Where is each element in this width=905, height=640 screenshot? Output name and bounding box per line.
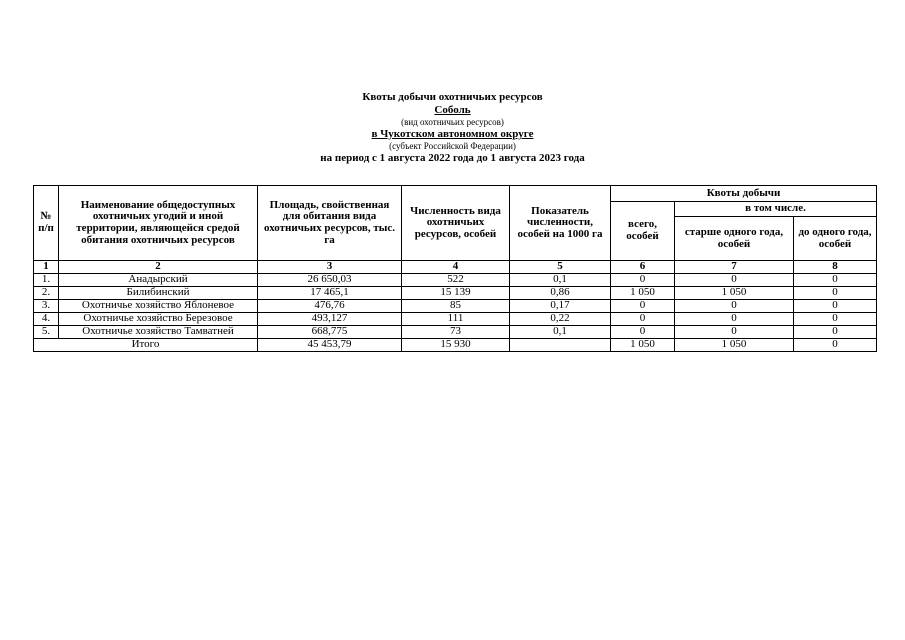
region-note: (субъект Российской Федерации) bbox=[389, 141, 516, 152]
totals-row bbox=[34, 338, 877, 351]
totals-older: 1 050 bbox=[675, 338, 794, 351]
totals-index bbox=[510, 338, 611, 351]
row-num: 5. bbox=[34, 325, 59, 338]
totals-total: 1 050 bbox=[611, 338, 675, 351]
totals-younger: 0 bbox=[794, 338, 877, 351]
col-number: 3 bbox=[258, 261, 402, 274]
totals-label: Итого bbox=[34, 338, 258, 351]
row-older: 0 bbox=[675, 325, 794, 338]
row-name: Охотничье хозяйство Яблоневое bbox=[59, 299, 258, 312]
col-number: 4 bbox=[402, 261, 510, 274]
row-population: 111 bbox=[402, 312, 510, 325]
row-older: 0 bbox=[675, 299, 794, 312]
species-name: Соболь bbox=[434, 104, 471, 117]
row-index: 0,1 bbox=[510, 325, 611, 338]
row-area: 493,127 bbox=[258, 312, 402, 325]
column-number-row bbox=[34, 261, 877, 274]
col-number: 5 bbox=[510, 261, 611, 274]
row-area: 668,775 bbox=[258, 325, 402, 338]
row-total: 0 bbox=[611, 299, 675, 312]
col-header-num: № п/п bbox=[34, 186, 59, 261]
row-younger: 0 bbox=[794, 299, 877, 312]
col-number: 6 bbox=[611, 261, 675, 274]
row-num: 2. bbox=[34, 286, 59, 299]
row-total: 0 bbox=[611, 273, 675, 286]
row-population: 522 bbox=[402, 273, 510, 286]
totals-population: 15 930 bbox=[402, 338, 510, 351]
row-index: 0,22 bbox=[510, 312, 611, 325]
document-title: Квоты добычи охотничьих ресурсов bbox=[362, 91, 543, 103]
col-header-name: Наименование общедоступных охотничьих угодий и иной территории, являющейся средой обитания охотничьих ресурсов bbox=[59, 186, 258, 261]
col-header-index: Показатель численности, особей на 1000 га bbox=[510, 186, 611, 261]
col-header-population: Численность вида охотничьих ресурсов, особей bbox=[402, 186, 510, 261]
row-younger: 0 bbox=[794, 312, 877, 325]
table-row bbox=[34, 273, 877, 286]
row-older: 1 050 bbox=[675, 286, 794, 299]
row-population: 85 bbox=[402, 299, 510, 312]
row-name: Билибинский bbox=[59, 286, 258, 299]
totals-area: 45 453,79 bbox=[258, 338, 402, 351]
row-population: 15 139 bbox=[402, 286, 510, 299]
row-name: Анадырский bbox=[59, 273, 258, 286]
col-header-older: старше одного года, особей bbox=[675, 217, 794, 261]
quota-table bbox=[33, 185, 877, 352]
table-row bbox=[34, 299, 877, 312]
table-row bbox=[34, 312, 877, 325]
col-number: 2 bbox=[59, 261, 258, 274]
document-header bbox=[0, 91, 905, 165]
row-num: 3. bbox=[34, 299, 59, 312]
row-index: 0,17 bbox=[510, 299, 611, 312]
row-num: 4. bbox=[34, 312, 59, 325]
row-total: 0 bbox=[611, 325, 675, 338]
row-index: 0,86 bbox=[510, 286, 611, 299]
row-area: 476,76 bbox=[258, 299, 402, 312]
col-header-younger: до одного года, особей bbox=[794, 217, 877, 261]
row-population: 73 bbox=[402, 325, 510, 338]
row-younger: 0 bbox=[794, 273, 877, 286]
col-number: 1 bbox=[34, 261, 59, 274]
species-note: (вид охотничьих ресурсов) bbox=[401, 117, 504, 128]
row-total: 0 bbox=[611, 312, 675, 325]
row-younger: 0 bbox=[794, 286, 877, 299]
row-older: 0 bbox=[675, 273, 794, 286]
col-header-total: всего, особей bbox=[611, 202, 675, 261]
col-number: 7 bbox=[675, 261, 794, 274]
row-num: 1. bbox=[34, 273, 59, 286]
row-name: Охотничье хозяйство Тамватней bbox=[59, 325, 258, 338]
row-area: 26 650,03 bbox=[258, 273, 402, 286]
col-number: 8 bbox=[794, 261, 877, 274]
row-area: 17 465,1 bbox=[258, 286, 402, 299]
period: на период с 1 августа 2022 года до 1 августа 2023 года bbox=[320, 152, 585, 165]
col-header-area: Площадь, свойственная для обитания вида охотничьих ресурсов, тыс. га bbox=[258, 186, 402, 261]
table-row bbox=[34, 325, 877, 338]
table-row bbox=[34, 286, 877, 299]
row-younger: 0 bbox=[794, 325, 877, 338]
row-total: 1 050 bbox=[611, 286, 675, 299]
row-index: 0,1 bbox=[510, 273, 611, 286]
row-name: Охотничье хозяйство Березовое bbox=[59, 312, 258, 325]
col-header-including: в том числе. bbox=[675, 202, 877, 217]
region-name: в Чукотском автономном округе bbox=[371, 128, 534, 141]
row-older: 0 bbox=[675, 312, 794, 325]
col-header-quotas: Квоты добычи bbox=[611, 186, 877, 202]
